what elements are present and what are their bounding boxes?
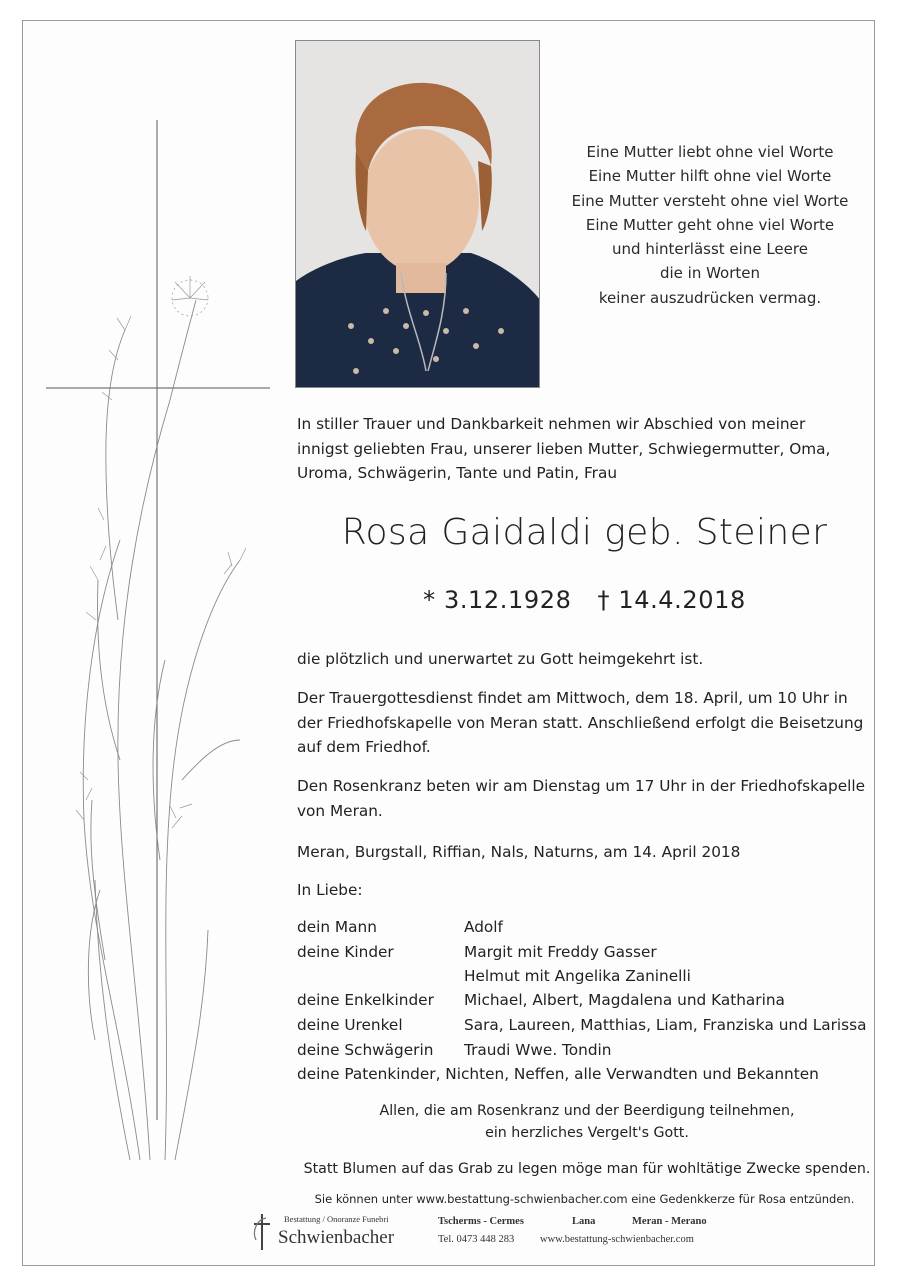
places-date-text: Meran, Burgstall, Riffian, Nals, Naturns, am 14. April 2018 bbox=[297, 843, 741, 861]
relative-row bbox=[297, 988, 877, 1013]
relative-row bbox=[297, 964, 877, 989]
poem-line: Eine Mutter liebt ohne viel Worte bbox=[586, 143, 834, 161]
in-love-text: In Liebe: bbox=[297, 881, 363, 899]
poem-line: Eine Mutter hilft ohne viel Worte bbox=[588, 167, 832, 186]
website-link[interactable]: www.bestattung-schwienbacher.com bbox=[540, 1234, 694, 1245]
location-2: Lana bbox=[572, 1216, 596, 1227]
relative-label: dein Mann bbox=[297, 918, 377, 936]
logo-subtitle: Bestattung / Onoranze Funebri bbox=[284, 1214, 389, 1224]
relative-names: Traudi Wwe. Tondin bbox=[464, 1041, 612, 1059]
relative-names: Helmut mit Angelika Zaninelli bbox=[464, 967, 691, 985]
relative-names: Michael, Albert, Magdalena und Katharina bbox=[464, 991, 785, 1009]
relative-names: Sara, Laureen, Matthias, Liam, Franziska und Larissa bbox=[464, 1016, 867, 1034]
grass-sketch bbox=[83, 300, 240, 1160]
portrait-illustration bbox=[296, 41, 540, 388]
birth-date: * 3.12.1928 bbox=[423, 586, 572, 614]
relative-row bbox=[297, 940, 877, 965]
deceased-name: Rosa Gaidaldi geb. Steiner bbox=[341, 512, 828, 553]
poem-line: keiner auszudrücken vermag. bbox=[598, 288, 822, 307]
thanks-text bbox=[297, 1100, 877, 1144]
sudden-text: die plötzlich und unerwartet zu Gott heimgekehrt ist. bbox=[297, 650, 704, 668]
flowers-text: Statt Blumen auf das Grab zu legen möge man für wohltätige Zwecke spenden. bbox=[303, 1161, 871, 1177]
cross-logo-icon bbox=[250, 1212, 274, 1252]
logo-name: Schwienbacher bbox=[278, 1227, 395, 1248]
relative-label: deine Urenkel bbox=[297, 1016, 403, 1034]
location-1: Tscherms - Cermes bbox=[438, 1216, 524, 1227]
relative-label: deine Enkelkinder bbox=[297, 991, 434, 1009]
rosary-text: Den Rosenkranz beten wir am Dienstag um 17 Uhr in der Friedhofskapelle von Meran. bbox=[297, 777, 866, 820]
relative-row bbox=[297, 1038, 877, 1063]
poem-line: und hinterlässt eine Leere bbox=[612, 240, 808, 259]
relative-label: deine Schwägerin bbox=[297, 1041, 434, 1059]
death-date: † 14.4.2018 bbox=[597, 586, 746, 614]
relative-row bbox=[297, 1013, 877, 1038]
funeral-service-text: Der Trauergottesdienst findet am Mittwoch, dem 18. April, um 10 Uhr in der Friedhofskapelle von Meran statt. Anschließend erfolgt die Beisetzung auf dem Friedhof. bbox=[297, 689, 864, 756]
thanks-line: ein herzliches Vergelt's Gott. bbox=[485, 1125, 689, 1141]
poem-line: Eine Mutter versteht ohne viel Worte bbox=[571, 191, 849, 210]
relative-names: Margit mit Freddy Gasser bbox=[464, 943, 657, 961]
relative-names: Adolf bbox=[464, 918, 503, 936]
poem-line: Eine Mutter geht ohne viel Worte bbox=[585, 215, 835, 234]
intro-text: In stiller Trauer und Dankbarkeit nehmen wir Abschied von meiner innigst geliebten Frau, unserer lieben Mutter, Schwiegermutter, Oma, Uroma, Schwägerin, Tante und Patin, Frau bbox=[297, 415, 831, 482]
funeral-home-footer bbox=[250, 1212, 750, 1254]
candle-text: Sie können unter www.bestattung-schwienbacher.com eine Gedenkkerze für Rosa entzünden. bbox=[314, 1192, 855, 1206]
relative-label: deine Kinder bbox=[297, 943, 394, 961]
location-3: Meran - Merano bbox=[632, 1216, 707, 1227]
poem bbox=[560, 140, 860, 310]
thanks-line: Allen, die am Rosenkranz und der Beerdigung teilnehmen, bbox=[379, 1103, 795, 1119]
godchildren-line: deine Patenkinder, Nichten, Neffen, alle Verwandten und Bekannten bbox=[297, 1065, 819, 1083]
portrait-photo bbox=[295, 40, 540, 388]
poem-line: die in Worten bbox=[659, 264, 761, 283]
relative-row bbox=[297, 915, 877, 940]
life-dates bbox=[297, 586, 872, 614]
phone-number: Tel. 0473 448 283 bbox=[438, 1234, 515, 1245]
